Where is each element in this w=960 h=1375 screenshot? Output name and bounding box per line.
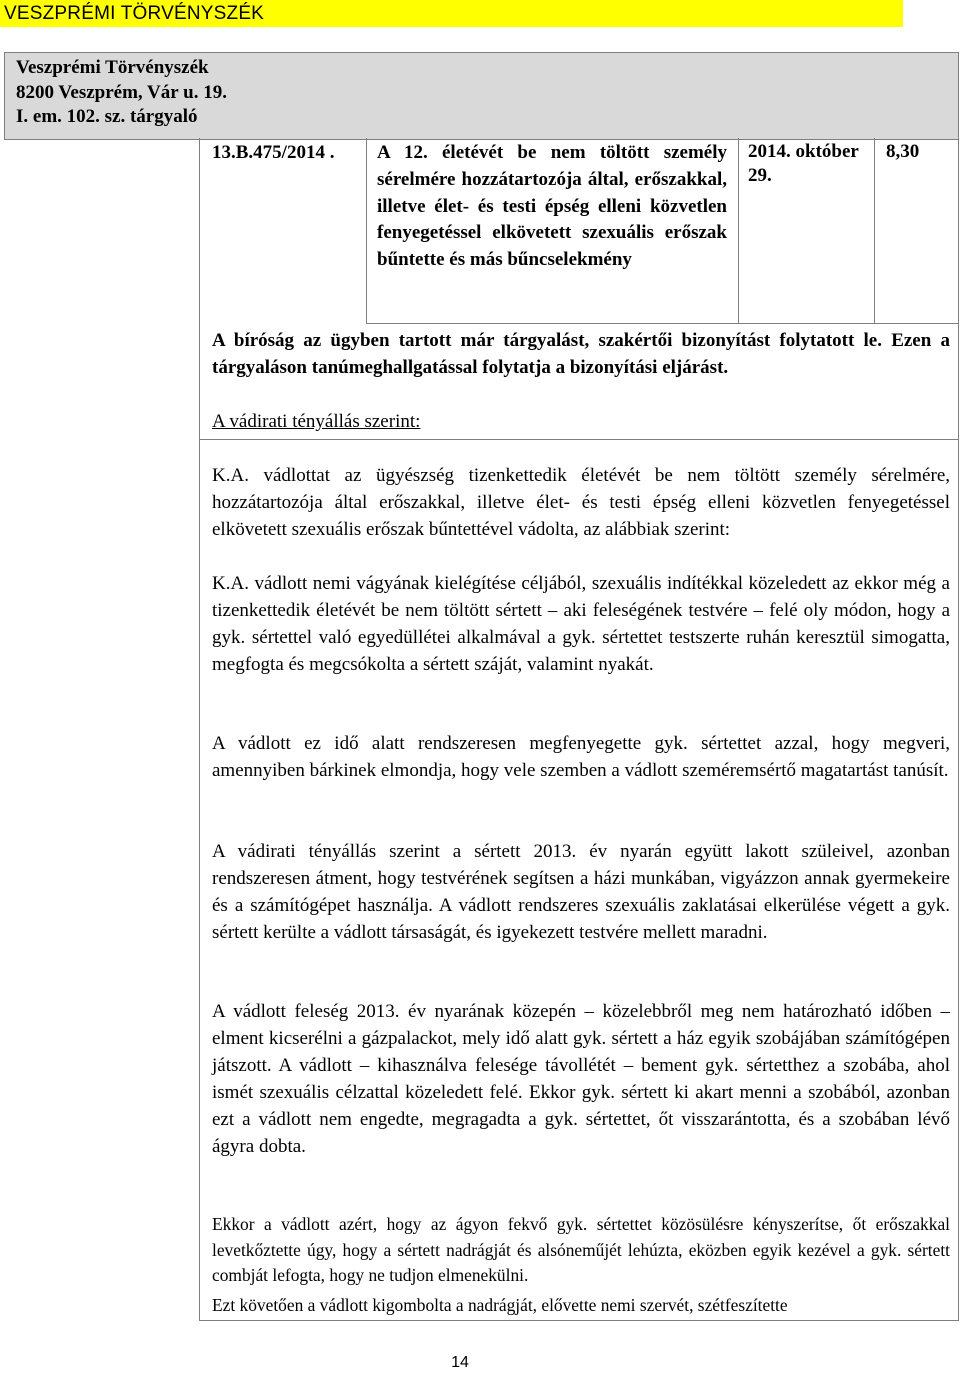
courtroom: I. em. 102. sz. tárgyaló bbox=[16, 106, 198, 127]
court-address: 8200 Veszprém, Vár u. 19. bbox=[16, 82, 227, 103]
court-name: Veszprémi Törvényszék bbox=[16, 57, 209, 78]
paragraph: K.A. vádlottat az ügyészség tizenkettedik életévét be nem töltött személy sérelmére, hozzátartozója által erőszakkal, illetve élet- és testi épség elleni közvetlen fenyegetéssel elkövetett szexuális erőszak bűntettével vádolta, az alábbiak szerint: bbox=[212, 465, 950, 540]
hearing-status: A bíróság az ügyben tartott már tárgyalást, szakértői bizonyítást folytatott le. Ezen a tárgyaláson tanúmeghallgatással folytatja a bizonyítási eljárást. bbox=[212, 330, 950, 378]
hearing-time: 8,30 bbox=[886, 141, 920, 162]
paragraph: A vádirati tényállás szerint a sértett 2013. év nyarán együtt lakott szüleivel, azonban rendszeresen átment, hogy testvérének segítsen a házi munkában, vigyázzon annak gyermekeire és a számítógépet használja. A vádlott rendszeres szexuális zaklatásai elkerülése végett a gyk. sértett kerülte a vádlott társaságát, és igyekezett testvére mellett maradni. bbox=[212, 841, 950, 943]
column-divider bbox=[366, 138, 367, 324]
paragraph: K.A. vádlott nemi vágyának kielégítése céljából, szexuális indítékkal közeledett az ekkor még a tizenkettedik életévét be nem töltött sértett – aki feleségének testvére – felé oly módon, hogy a gyk. sértettel való egyedüllétei alkalmával a gyk. sértettet testszerte ruhán keresztül simogatta, megfogta és megcsókolta a sértett száját, valamint nyakát. bbox=[212, 573, 950, 675]
section-title: A vádirati tényállás szerint: bbox=[212, 411, 421, 432]
paragraph: A vádlott ez idő alatt rendszeresen megfenyegette gyk. sértettet azzal, hogy megveri, amennyiben bárkinek elmondja, hogy vele szemben a vádlott szeméremsértő magatartást tanúsít. bbox=[212, 733, 950, 781]
column-divider bbox=[738, 138, 739, 324]
court-header bbox=[4, 52, 959, 140]
column-divider bbox=[874, 138, 875, 324]
banner-title: VESZPRÉMI TÖRVÉNYSZÉK bbox=[0, 0, 903, 27]
paragraph: Ezt követően a vádlott kigombolta a nadrágját, elővette nemi szervét, szétfeszítette bbox=[212, 1295, 788, 1315]
paragraph: A vádlott feleség 2013. év nyarának közepén – közelebbről meg nem határozható időben – elment kicserélni a gázpalackot, mely idő alatt gyk. sértett a ház egyik szobájában számítógépen játszott. A vádlott – kihasználva felesége távollétét – bement gyk. sértetthez a szobába, ahol ismét szexuális célzattal közeledett felé. Ekkor gyk. sértett ki akart menni a szobából, azonban ezt a vádlott nem engedte, megragadta a gyk. sértettet, őt visszarántotta, és a szobában lévő ágyra dobta. bbox=[212, 1001, 950, 1157]
page-number: 14 bbox=[451, 1354, 469, 1371]
hearing-date: 2014. október 29. bbox=[748, 141, 859, 186]
case-number: 13.B.475/2014 . bbox=[212, 142, 335, 163]
paragraph: Ekkor a vádlott azért, hogy az ágyon fekvő gyk. sértettet közösülésre kényszerítse, őt erőszakkal levetkőztette úgy, hogy a sértett nadrágját és alsóneműjét lehúzta, eközben egyik kezével a gyk. sértett combját lefogta, hogy ne tudjon elmenekülni. bbox=[212, 1214, 950, 1286]
case-subject: A 12. életévét be nem töltött személy sérelmére hozzátartozója által, erőszakkal, illetve élet- és testi épség elleni közvetlen fenyegetéssel elkövetett szexuális erőszak bűntette és más bűncselekmény bbox=[377, 142, 727, 271]
row-divider bbox=[366, 323, 959, 324]
